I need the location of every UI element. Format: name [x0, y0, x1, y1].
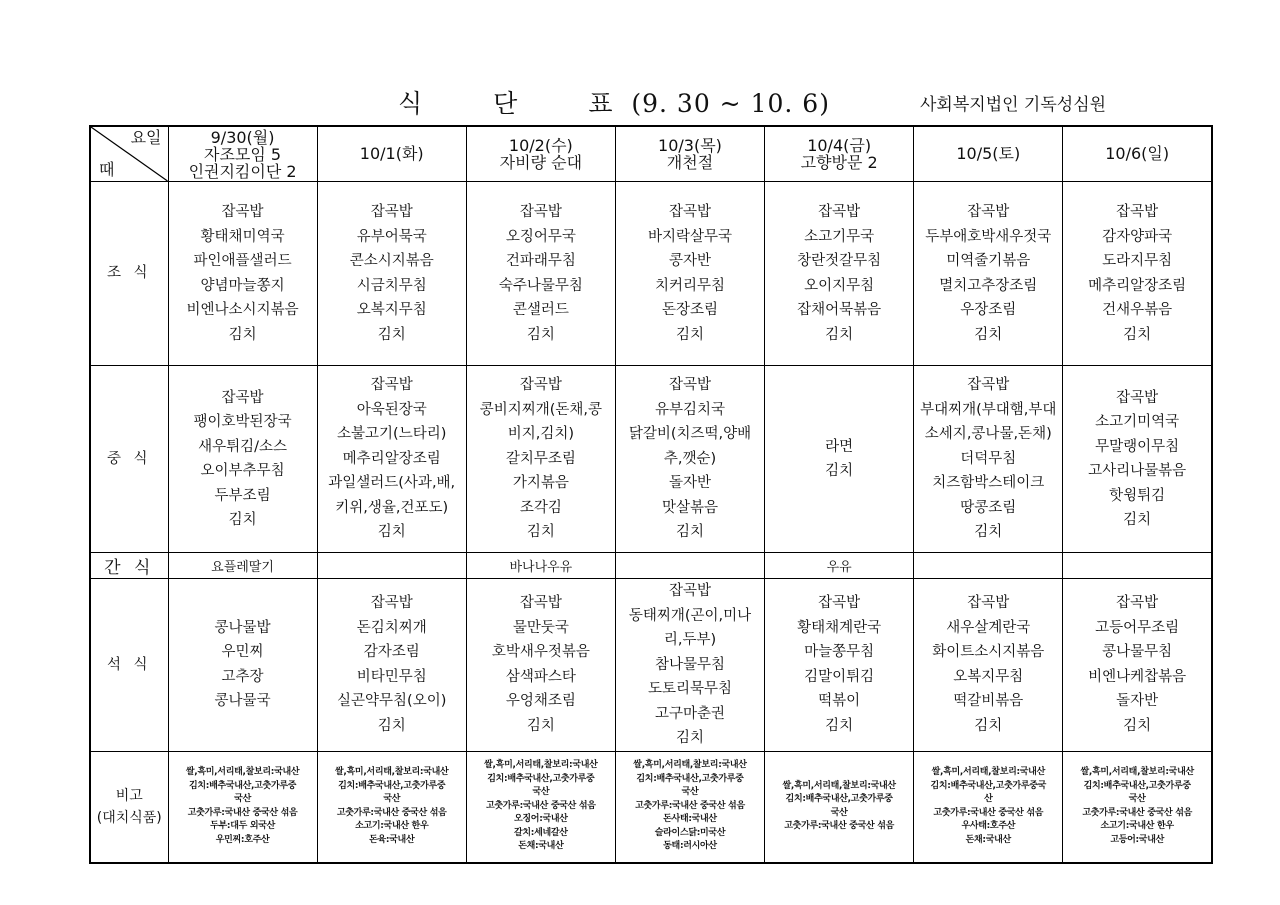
origin-line: 고등어:국내산 [1110, 834, 1164, 845]
day-header-line: 자조모임 5 [204, 144, 282, 164]
menu-cell [615, 579, 764, 752]
menu-item: 호박새우젓볶음 [491, 644, 590, 661]
menu-item: 소세지,콩나물,돈채) [924, 426, 1052, 443]
day-header-line: 10/2(수) [508, 136, 573, 155]
menu-item: 조각김 [519, 499, 562, 516]
menu-item: 창란젓갈무침 [797, 253, 882, 269]
menu-cell [317, 579, 466, 752]
origin-line: 쌀,흑미,서리태,찰보리:국내산 [782, 780, 896, 791]
origin-line: 김치:배추국내산,고춧가루중 [636, 773, 744, 784]
menu-item: 김치 [974, 326, 1003, 343]
origin-line: 고춧가루:국내산 중국산 섞음 [784, 821, 894, 831]
menu-item: 멸치고추장조림 [939, 277, 1038, 294]
menu-item: 잡곡밥 [967, 377, 1010, 394]
day-header-line: 9/30(월) [210, 127, 275, 147]
menu-item: 도라지무침 [1102, 253, 1173, 269]
origin-line: 쌀,흑미,서리태,찰보리:국내산 [633, 760, 747, 771]
menu-item: 돌자반 [1116, 693, 1159, 710]
menu-item: 떡갈비볶음 [953, 693, 1024, 710]
notes-label-line: (대치식품) [96, 809, 162, 826]
origin-line: 돈채:국내산 [965, 834, 1011, 845]
menu-item: 김치 [526, 524, 555, 541]
origin-line: 슬라이스닭:미국산 [654, 827, 726, 838]
corner-time-label: 때 [99, 160, 115, 179]
menu-cell [615, 366, 764, 553]
menu-item: 갈치무조림 [505, 450, 576, 467]
notes-label [90, 751, 168, 863]
menu-item: 오이지무침 [804, 277, 875, 294]
menu-item: 잡곡밥 [370, 204, 413, 220]
menu-item: 비지,김치) [507, 426, 574, 443]
menu-item: 김치 [974, 524, 1003, 541]
origin-line: 고춧가루:국내산 중국산 섞음 [1082, 807, 1193, 818]
menu-item: 새우튀김/소스 [198, 438, 288, 455]
menu-cell [466, 366, 615, 553]
menu-cell [615, 553, 764, 579]
menu-item: 파인애플샐러드 [193, 253, 292, 269]
menu-item: 잡곡밥 [519, 377, 562, 394]
menu-item: 오이부추무침 [200, 463, 285, 479]
menu-cell [914, 579, 1063, 752]
menu-cell [615, 182, 764, 366]
menu-item: 고사리나물볶음 [1088, 463, 1187, 479]
menu-item: 우민찌 [221, 644, 264, 661]
notes-label-line: 비고 [115, 787, 143, 804]
menu-item: 잡곡밥 [519, 595, 562, 612]
menu-item: 잡곡밥 [967, 595, 1010, 612]
origin-line: 돈육:국내산 [369, 834, 415, 845]
origin-line: 소고기:국내산 한우 [355, 821, 429, 831]
menu-item: 잡곡밥 [967, 204, 1010, 220]
menu-cell [466, 553, 615, 579]
menu-item: 콩나물무침 [1102, 644, 1173, 661]
menu-item: 콘샐러드 [512, 302, 569, 318]
menu-cell [168, 366, 317, 553]
menu-item: 부대찌개(부대햄,부대 [920, 401, 1057, 418]
day-header [914, 126, 1063, 182]
menu-cell [765, 366, 914, 553]
menu-item: 김치 [825, 717, 854, 734]
menu-item: 잡곡밥 [519, 204, 562, 220]
menu-cell [1063, 366, 1212, 553]
menu-item: 추,깻순) [663, 450, 717, 467]
origin-line: 우사태:호주산 [961, 821, 1016, 831]
menu-item: 무말랭이무침 [1095, 438, 1180, 455]
menu-item: 김치 [675, 524, 704, 541]
menu-item: 김치 [1123, 717, 1152, 734]
menu-item: 고등어무조림 [1095, 619, 1180, 636]
menu-item: 김치 [675, 326, 704, 343]
origin-cell [914, 751, 1063, 863]
menu-item: 맛살볶음 [661, 499, 718, 516]
menu-item: 소고기미역국 [1095, 414, 1180, 430]
origin-line: 갈치:세네갈산 [514, 827, 568, 838]
menu-item: 김말이튀김 [804, 668, 875, 685]
menu-item: 김치 [377, 326, 406, 343]
menu-item: 메추리알장조림 [1088, 277, 1187, 294]
lunch-label: 중 식 [90, 366, 168, 553]
origin-line: 국산 [532, 787, 550, 798]
menu-item: 김치 [228, 326, 257, 343]
menu-item: 소불고기(느타리) [337, 426, 447, 443]
menu-item: 김치 [228, 512, 257, 528]
origin-line: 오징어:국내산 [514, 814, 568, 825]
menu-item: 오복지무침 [356, 302, 427, 318]
menu-item: 오징어무국 [505, 228, 576, 245]
menu-item: 소고기무국 [804, 228, 875, 245]
menu-cell [317, 553, 466, 579]
menu-item: 잡곡밥 [668, 377, 711, 394]
menu-item: 리,두부) [663, 632, 717, 648]
day-header-line: 10/6(일) [1105, 144, 1170, 163]
menu-item: 김치 [675, 730, 704, 746]
notes-row [90, 751, 1212, 863]
menu-item: 화이트소시지볶음 [932, 644, 1045, 661]
menu-item: 돈장조림 [661, 302, 718, 318]
breakfast-row [90, 182, 1212, 366]
menu-item: 잡곡밥 [668, 204, 711, 220]
day-header [1063, 126, 1212, 182]
menu-item: 가지볶음 [512, 475, 569, 492]
dinner-label: 석 식 [90, 579, 168, 752]
menu-item: 비엔나케찹볶음 [1088, 668, 1187, 685]
title-char-2: 단 [493, 89, 519, 118]
title-char-3: 표 [588, 89, 614, 118]
origin-line: 김치:배추국내산,고춧가루중국 [930, 780, 1047, 791]
dinner-row [90, 579, 1212, 752]
menu-item: 잡곡밥 [1116, 595, 1159, 612]
origin-line: 국산 [383, 794, 401, 804]
menu-item: 양념마늘쫑지 [200, 277, 285, 294]
menu-item: 우장조림 [960, 302, 1017, 318]
menu-item: 우유 [826, 560, 852, 575]
origin-line: 국산 [234, 794, 251, 804]
menu-item: 메추리알장조림 [342, 450, 441, 467]
day-header [615, 126, 764, 182]
menu-item: 동태찌개(곤이,미나 [628, 607, 752, 624]
origin-line: 국산 [681, 787, 699, 798]
menu-cell [765, 579, 914, 752]
menu-item: 마늘쫑무침 [804, 644, 875, 661]
menu-item: 땅콩조림 [960, 499, 1017, 516]
day-header [168, 126, 317, 182]
menu-item: 떡볶이 [818, 693, 861, 710]
menu-item: 두부조림 [214, 487, 271, 504]
menu-item: 감자조림 [363, 644, 420, 661]
title-char-1: 식 [398, 89, 424, 118]
menu-item: 바나나우유 [509, 560, 573, 575]
day-header-line: 10/1(화) [359, 144, 424, 163]
menu-item: 콘소시지볶음 [349, 253, 434, 269]
menu-item: 잡곡밥 [221, 389, 264, 406]
menu-cell [1063, 553, 1212, 579]
menu-cell [765, 553, 914, 579]
menu-item: 실곤약무침(오이) [337, 693, 447, 710]
menu-item: 콩나물밥 [214, 619, 271, 636]
origin-line: 고춧가루:국내산 중국산 섞음 [933, 807, 1044, 818]
menu-cell [168, 553, 317, 579]
menu-cell [466, 182, 615, 366]
menu-item: 잡곡밥 [1116, 389, 1159, 406]
menu-item: 두부애호박새우젓국 [925, 228, 1052, 245]
menu-item: 도토리묵무침 [647, 681, 733, 697]
day-header-line: 10/3(목) [658, 136, 722, 155]
menu-item: 삼색파스타 [505, 668, 576, 685]
menu-item: 잡곡밥 [370, 595, 413, 612]
menu-item: 김치 [526, 326, 555, 343]
menu-cell [765, 182, 914, 366]
menu-item: 시금치무침 [356, 277, 427, 294]
snack-row [90, 553, 1212, 579]
menu-cell [914, 553, 1063, 579]
menu-item: 숙주나물무침 [498, 277, 583, 294]
organization-name: 사회복지법인 기독성심원 [920, 95, 1107, 115]
menu-item: 유부김치국 [654, 401, 726, 418]
header-row [90, 126, 1212, 182]
menu-item: 잡곡밥 [668, 583, 711, 599]
day-header-line: 개천절 [666, 153, 714, 172]
origin-line: 동태:러시아산 [663, 841, 717, 852]
menu-item: 돌자반 [668, 475, 711, 492]
origin-line: 쌀,흑미,서리태,찰보리:국내산 [484, 760, 598, 771]
origin-line: 고춧가루:국내산 중국산 섞음 [486, 800, 596, 811]
origin-line: 쌀,흑미,서리태,찰보리:국내산 [931, 767, 1045, 777]
menu-item: 김치 [825, 463, 854, 479]
origin-line: 쌀,흑미,서리태,찰보리:국내산 [335, 767, 449, 777]
day-header [317, 126, 466, 182]
origin-cell [765, 751, 914, 863]
origin-line: 돈사태:국내산 [663, 814, 717, 825]
menu-item: 오복지무침 [953, 668, 1024, 685]
menu-item: 새우살계란국 [946, 619, 1031, 636]
menu-item: 김치 [974, 717, 1003, 734]
day-header-line: 자비량 순대 [499, 153, 583, 172]
menu-item: 김치 [1123, 326, 1152, 343]
origin-line: 고춧가루:국내산 중국산 섞음 [635, 800, 745, 811]
menu-cell [914, 182, 1063, 366]
origin-line: 김치:배추국내산,고춧가루중 [1083, 780, 1191, 791]
origin-cell [1063, 751, 1212, 863]
menu-cell [317, 366, 466, 553]
menu-item: 미역줄기볶음 [946, 253, 1031, 269]
origin-line: 김치:배추국내산,고춧가루중 [188, 780, 297, 791]
menu-item: 치커리무침 [654, 277, 726, 294]
day-header [466, 126, 615, 182]
menu-item: 콩비지찌개(돈채,콩 [479, 401, 603, 418]
menu-item: 잡곡밥 [370, 377, 413, 394]
origin-line: 산 [984, 794, 993, 804]
menu-item: 물만둣국 [512, 619, 569, 636]
menu-item: 고구마춘권 [654, 705, 726, 722]
menu-item: 키위,생율,건포도) [335, 499, 449, 516]
menu-cell [1063, 182, 1212, 366]
menu-item: 김치 [526, 717, 555, 734]
menu-item: 잡곡밥 [818, 595, 861, 612]
menu-item: 참나물무침 [654, 656, 726, 673]
menu-item: 건새우볶음 [1102, 302, 1173, 318]
origin-line: 고춧가루:국내산 중국산 섞음 [336, 807, 447, 818]
origin-line: 국산 [1128, 794, 1146, 804]
corner-day-label: 요일 [130, 128, 162, 147]
day-header [765, 126, 914, 182]
menu-item: 황태채계란국 [797, 619, 882, 636]
menu-item: 잡곡밥 [221, 204, 264, 220]
menu-item: 김치 [825, 326, 854, 343]
menu-cell [1063, 579, 1212, 752]
origin-line: 두부:대두 외국산 [210, 821, 276, 831]
menu-item: 고추장 [221, 668, 264, 685]
menu-item: 더덕무침 [960, 450, 1017, 467]
menu-cell [466, 579, 615, 752]
day-header-line: 10/5(토) [956, 144, 1021, 163]
origin-line: 김치:배추국내산,고춧가루중 [785, 794, 893, 804]
menu-item: 우엉채조림 [505, 693, 576, 710]
menu-item: 과일샐러드(사과,배, [328, 475, 456, 492]
menu-cell [168, 579, 317, 752]
day-header-line: 고향방문 2 [800, 153, 878, 172]
origin-cell [615, 751, 764, 863]
menu-item: 김치 [377, 717, 406, 734]
menu-item: 유부어묵국 [356, 228, 427, 245]
origin-cell [168, 751, 317, 863]
menu-item: 바지락살무국 [647, 228, 733, 245]
day-header-line: 10/4(금) [807, 136, 872, 155]
origin-line: 돈채:국내산 [518, 841, 564, 852]
menu-item: 팽이호박된장국 [193, 414, 292, 430]
title-period: (9. 30 ~ 10. 6) [631, 89, 830, 118]
origin-line: 쌀,흑미,서리태,찰보리:국내산 [1080, 767, 1194, 777]
origin-line: 김치:배추국내산,고춧가루중 [338, 780, 446, 791]
menu-item: 김치 [1123, 512, 1152, 528]
menu-item: 콩자반 [668, 253, 711, 269]
origin-line: 쌀,흑미,서리태,찰보리:국내산 [185, 767, 300, 777]
origin-line: 김치:배추국내산,고춧가루중 [487, 773, 595, 784]
page-title [398, 84, 830, 120]
menu-item: 돈김치찌개 [356, 619, 427, 636]
origin-line: 우민찌:호주산 [215, 834, 270, 845]
menu-item: 아욱된장국 [356, 401, 427, 418]
menu-item: 닭갈비(치즈떡,양배 [628, 426, 752, 443]
origin-line: 소고기:국내산 한우 [1100, 821, 1174, 831]
menu-item: 핫윙튀김 [1109, 487, 1166, 504]
menu-item: 콩나물국 [214, 693, 271, 710]
origin-line: 국산 [830, 807, 848, 818]
menu-item: 감자양파국 [1102, 228, 1173, 245]
menu-table [89, 125, 1213, 864]
menu-item: 건파래무침 [505, 253, 576, 269]
menu-item: 잡채어묵볶음 [797, 302, 882, 318]
menu-item: 김치 [377, 524, 406, 541]
origin-line: 고춧가루:국내산 중국산 섞음 [187, 807, 298, 818]
menu-item: 라면 [825, 438, 854, 455]
menu-cell [317, 182, 466, 366]
corner-cell [90, 126, 168, 182]
menu-cell [168, 182, 317, 366]
menu-item: 비엔나소시지볶음 [186, 302, 299, 318]
menu-item: 황태채미역국 [200, 228, 285, 245]
snack-label: 간 식 [90, 553, 168, 579]
menu-item: 비타민무침 [356, 668, 427, 685]
lunch-row [90, 366, 1212, 553]
menu-item: 잡곡밥 [1116, 204, 1159, 220]
origin-cell [317, 751, 466, 863]
menu-item: 치즈함박스테이크 [932, 475, 1045, 492]
origin-cell [466, 751, 615, 863]
breakfast-label: 조 식 [90, 182, 168, 366]
menu-item: 요플레딸기 [211, 560, 274, 575]
menu-item: 잡곡밥 [818, 204, 861, 220]
menu-cell [914, 366, 1063, 553]
day-header-line: 인권지킴이단 2 [188, 161, 297, 181]
